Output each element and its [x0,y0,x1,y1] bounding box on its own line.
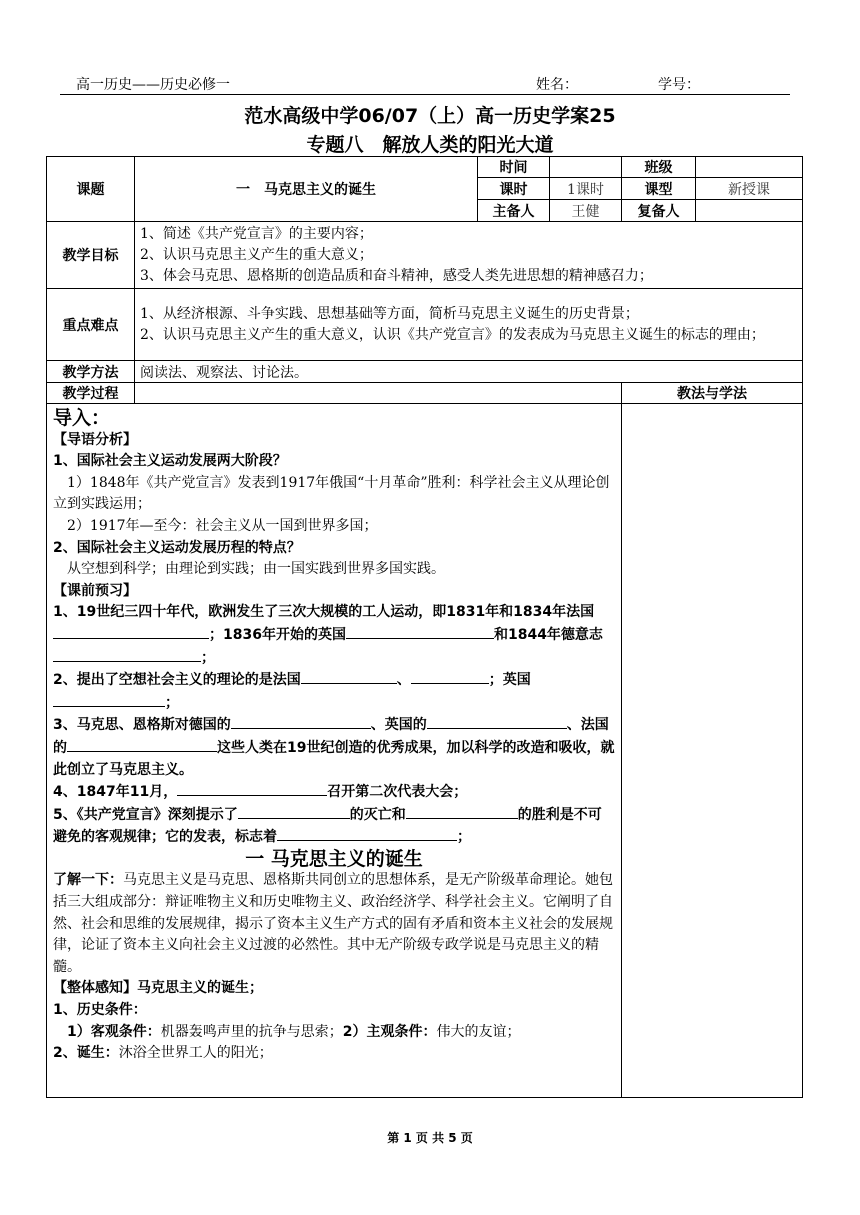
answer-1b: 2）1917年—至今：社会主义从一国到世界多国； [67,517,378,534]
preview-item-5: 5、《共产党宣言》深刻提示了 的灭亡和 的胜利是不可避免的客观规律；它的发表，标志着 ； [53,804,615,849]
method-side-label: 教法与学法 [622,383,803,404]
hours-value: 1课时 [550,178,622,200]
blank-line[interactable] [301,669,397,684]
learn-label: 了解一下： [53,872,123,889]
preview-item-4: 4、1847年11月， 召开第二次代表大会； [53,781,615,804]
process-label: 教学过程 [47,383,135,404]
birth-line: 2、诞生：沐浴全世界工人的阳光； [53,1045,273,1062]
goals-list [135,222,803,289]
blank-line[interactable] [238,804,350,819]
conditions-line: 1）客观条件：机器轰鸣声里的抗争与思索；2）主观条件：伟大的友谊； [67,1023,521,1040]
lesson-content [47,404,622,1098]
course-label: 高一历史——历史必修一 [76,77,230,93]
lesson-plan-table [46,156,803,1098]
blank-line[interactable] [177,781,327,796]
page-footer: 第 1 页 共 5 页 [387,1131,473,1145]
learn-paragraph [53,870,615,978]
co-preparer-label: 复备人 [622,200,696,222]
class-value [696,157,803,178]
student-id-label: 学号： [658,77,700,93]
preparer-value: 王健 [550,200,622,222]
goal-item: 2、认识马克思主义产生的重大意义； [140,246,373,263]
document-title: 范水高级中学06/07（上）高一历史学案25 [244,105,616,127]
blank-line[interactable] [427,714,567,729]
class-label: 班级 [622,157,696,178]
preview-item-1: 1、19世纪三四十年代，欧洲发生了三次大规模的工人运动，即1831年和1834年法国；1836年开始的英国 和1844年德意志； [53,604,603,666]
key-point-item: 2、认识马克思主义产生的重大意义，认识《共产党宣言》的发表成为马克思主义诞生的标志的理由； [140,326,765,343]
document-subtitle: 专题八 解放人类的阳光大道 [306,134,554,156]
time-value [550,157,622,178]
method-label: 教学方法 [47,361,135,383]
hours-label: 课时 [478,178,550,200]
page-header [60,72,790,95]
conditions-heading: 1、历史条件： [53,1002,147,1019]
preparer-label: 主备人 [478,200,550,222]
preview-item-3: 3、马克思、恩格斯对德国的 、英国的 、法国的 这些人类在19世纪创造的优秀成果，加以科学的改造和吸收，就此创立了马克思主义。 [53,714,615,781]
key-points-list [135,289,803,361]
method-value: 阅读法、观察法、讨论法。 [135,361,803,383]
blank-line[interactable] [67,737,217,752]
type-value: 新授课 [696,178,803,200]
goals-label: 教学目标 [47,222,135,289]
blank-line[interactable] [346,624,494,639]
type-label: 课型 [622,178,696,200]
key-point-item: 1、从经济根源、斗争实践、思想基础等方面，简析马克思主义诞生的历史背景； [140,305,639,322]
blank-line[interactable] [411,669,489,684]
question-1: 1、国际社会主义运动发展两大阶段？ [53,453,287,470]
blank-line[interactable] [53,647,201,662]
goal-item: 1、简述《共产党宣言》的主要内容； [140,225,373,242]
blank-line[interactable] [231,714,371,729]
question-2: 2、国际社会主义运动发展历程的特点？ [53,539,301,556]
overall-heading: 【整体感知】马克思主义的诞生； [53,980,263,997]
blank-line[interactable] [53,692,165,707]
key-points-label: 重点难点 [47,289,135,361]
topic-label: 课题 [47,157,135,222]
preview-heading: 【课前预习】 [53,582,137,599]
co-preparer-value [696,200,803,222]
answer-2: 从空想到科学；由理论到实践；由一国实践到世界多国实践。 [67,561,445,578]
preview-item-2: 2、提出了空想社会主义的理论的是法国 、 ；英国； [53,669,615,714]
process-blank [135,383,622,404]
blank-line[interactable] [53,624,209,639]
method-column [622,404,803,1098]
section-title: 一 马克思主义的诞生 [245,847,423,870]
intro-heading: 导入： [53,407,111,429]
blank-line[interactable] [406,804,518,819]
answer-1a: 1）1848年《共产党宣言》发表到1917年俄国“十月革命”胜利：科学社会主义从理论创立到实践运用； [53,474,610,513]
blank-line[interactable] [277,826,457,841]
goal-item: 3、体会马克思、恩格斯的创造品质和奋斗精神，感受人类先进思想的精神感召力； [140,267,653,284]
guide-heading: 【导语分析】 [53,431,137,448]
time-label: 时间 [478,157,550,178]
learn-text: 马克思主义是马克思、恩格斯共同创立的思想体系，是无产阶级革命理论。她包括三大组成部分：辩证唯物主义和历史唯物主义、政治经济学、科学社会主义。它阐明了自然、社会和思维的发展规律，揭示了资本主义生产方式的固有矛盾和资本主义社会的发展规律，论证了资本主义向社会主义过渡的必然性。其中无产阶级专政学说是马克思主义的精髓。 [53,872,613,975]
name-label: 姓名： [536,77,578,93]
topic-value: 一 马克思主义的诞生 [135,157,478,222]
